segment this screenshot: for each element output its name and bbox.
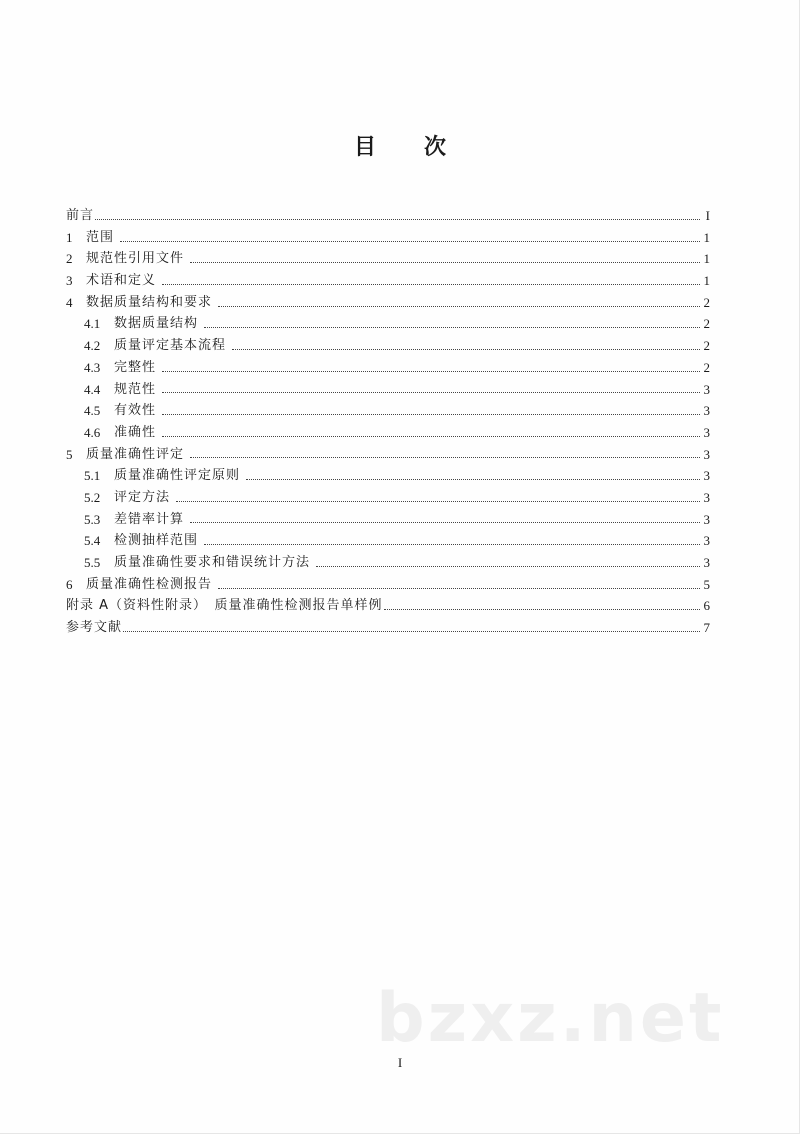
toc-entry-page: I bbox=[705, 208, 710, 223]
toc-entry-number: 2 bbox=[66, 251, 73, 267]
toc-entry-page: 2 bbox=[703, 294, 710, 310]
toc-entry[interactable] bbox=[66, 248, 710, 270]
title-char-1: 目 bbox=[353, 135, 376, 160]
toc-entry[interactable] bbox=[66, 227, 710, 249]
toc-entry-page: 2 bbox=[703, 359, 710, 375]
toc-entry-number: 4.1 bbox=[84, 316, 101, 332]
toc-entry-label: 质量准确性要求和错误统计方法 bbox=[114, 555, 311, 570]
toc-entry[interactable] bbox=[66, 205, 710, 227]
toc-entry-number: 5.3 bbox=[84, 511, 101, 527]
toc-entry-label: 数据质量结构 bbox=[114, 316, 199, 332]
dot-leader bbox=[232, 348, 700, 350]
toc-entry-label: 准确性 bbox=[114, 424, 157, 440]
toc-entry[interactable] bbox=[66, 617, 710, 639]
toc-entry-page: 3 bbox=[703, 511, 710, 527]
dot-leader bbox=[162, 413, 700, 415]
dot-leader bbox=[204, 326, 700, 328]
toc-entry[interactable] bbox=[66, 487, 710, 509]
toc-entry[interactable] bbox=[66, 357, 710, 379]
toc-entry[interactable] bbox=[66, 465, 710, 487]
dot-leader bbox=[218, 305, 700, 307]
toc-entry[interactable] bbox=[66, 552, 710, 574]
toc-entry[interactable] bbox=[66, 270, 710, 292]
toc-entry-number: 4.5 bbox=[84, 403, 101, 419]
toc-entry-number: 4.3 bbox=[84, 359, 101, 375]
toc-entry-page: 3 bbox=[703, 424, 710, 440]
toc-entry[interactable] bbox=[66, 444, 710, 466]
dot-leader bbox=[190, 261, 700, 263]
toc-entry-page: 3 bbox=[703, 489, 710, 505]
dot-leader bbox=[162, 435, 700, 437]
dot-leader bbox=[384, 608, 700, 610]
title-char-2: 次 bbox=[424, 135, 447, 160]
toc-entry-page: 3 bbox=[703, 403, 710, 419]
toc-entry[interactable] bbox=[66, 379, 710, 401]
toc-entry-number: 5.2 bbox=[84, 489, 101, 505]
toc-entry-label: 质量准确性检测报告 bbox=[86, 576, 213, 592]
toc-entry-page: 3 bbox=[703, 468, 710, 484]
toc-entry-label: 规范性引用文件 bbox=[86, 251, 185, 267]
dot-leader bbox=[176, 500, 700, 502]
page-number: I bbox=[397, 1055, 403, 1070]
toc-entry-number: 3 bbox=[66, 273, 73, 289]
toc-title bbox=[0, 130, 800, 161]
toc-entry-page: 1 bbox=[703, 251, 710, 267]
dot-leader bbox=[190, 521, 700, 523]
toc-entry[interactable] bbox=[66, 335, 710, 357]
toc-entry-page: 1 bbox=[703, 273, 710, 289]
toc-entry-number: 4 bbox=[66, 294, 73, 310]
watermark: bzxz.net bbox=[376, 979, 725, 1058]
dot-leader bbox=[95, 218, 700, 220]
toc-entry-label: 差错率计算 bbox=[114, 511, 185, 527]
toc-entry-label: 完整性 bbox=[114, 359, 157, 375]
toc-entry-page: 3 bbox=[703, 446, 710, 462]
dot-leader bbox=[120, 240, 700, 242]
toc-entry[interactable] bbox=[66, 509, 710, 531]
toc-entry[interactable] bbox=[66, 400, 710, 422]
table-of-contents bbox=[66, 205, 710, 639]
toc-entry-page: 6 bbox=[703, 598, 710, 614]
toc-entry-label: 前言 bbox=[66, 208, 95, 223]
toc-entry-number: 5.1 bbox=[84, 468, 101, 484]
dot-leader bbox=[246, 478, 700, 480]
toc-entry-label: 规范性 bbox=[114, 381, 157, 397]
toc-entry-page: 5 bbox=[703, 576, 710, 592]
dot-leader bbox=[162, 283, 700, 285]
toc-entry[interactable] bbox=[66, 292, 710, 314]
dot-leader bbox=[316, 565, 700, 567]
toc-entry-label: 附录 A（资料性附录） 质量准确性检测报告单样例 bbox=[66, 598, 383, 614]
toc-entry-label: 质量准确性评定 bbox=[86, 446, 185, 462]
toc-entry-label: 评定方法 bbox=[114, 489, 171, 505]
toc-entry-page: 7 bbox=[703, 620, 710, 636]
dot-leader bbox=[123, 630, 700, 632]
toc-entry-number: 6 bbox=[66, 576, 73, 592]
toc-entry-label: 范围 bbox=[86, 229, 115, 245]
toc-entry-number: 4.4 bbox=[84, 381, 101, 397]
toc-entry-label: 质量准确性评定原则 bbox=[114, 468, 241, 484]
toc-entry-label: 数据质量结构和要求 bbox=[86, 294, 213, 310]
toc-entry-label: 术语和定义 bbox=[86, 273, 157, 289]
dot-leader bbox=[204, 543, 700, 545]
toc-entry-page: 3 bbox=[703, 533, 710, 549]
toc-entry-label: 参考文献 bbox=[66, 620, 123, 636]
toc-entry-label: 有效性 bbox=[114, 403, 157, 419]
toc-entry-number: 4.2 bbox=[84, 338, 101, 354]
toc-entry-page: 3 bbox=[703, 381, 710, 397]
toc-entry-number: 5.5 bbox=[84, 555, 101, 570]
dot-leader bbox=[162, 370, 700, 372]
toc-entry-label: 质量评定基本流程 bbox=[114, 338, 227, 354]
toc-entry-number: 4.6 bbox=[84, 424, 101, 440]
dot-leader bbox=[218, 587, 700, 589]
dot-leader bbox=[162, 391, 700, 393]
toc-entry[interactable] bbox=[66, 595, 710, 617]
toc-entry-number: 1 bbox=[66, 229, 73, 245]
toc-entry[interactable] bbox=[66, 422, 710, 444]
toc-entry-page: 3 bbox=[703, 555, 710, 570]
toc-entry-page: 2 bbox=[703, 316, 710, 332]
toc-entry[interactable] bbox=[66, 313, 710, 335]
toc-entry-page: 1 bbox=[703, 229, 710, 245]
toc-entry-number: 5.4 bbox=[84, 533, 101, 549]
toc-entry-page: 2 bbox=[703, 338, 710, 354]
toc-entry-label: 检测抽样范围 bbox=[114, 533, 199, 549]
toc-entry-number: 5 bbox=[66, 446, 73, 462]
dot-leader bbox=[190, 456, 700, 458]
toc-entry[interactable] bbox=[66, 574, 710, 596]
toc-entry[interactable] bbox=[66, 530, 710, 552]
